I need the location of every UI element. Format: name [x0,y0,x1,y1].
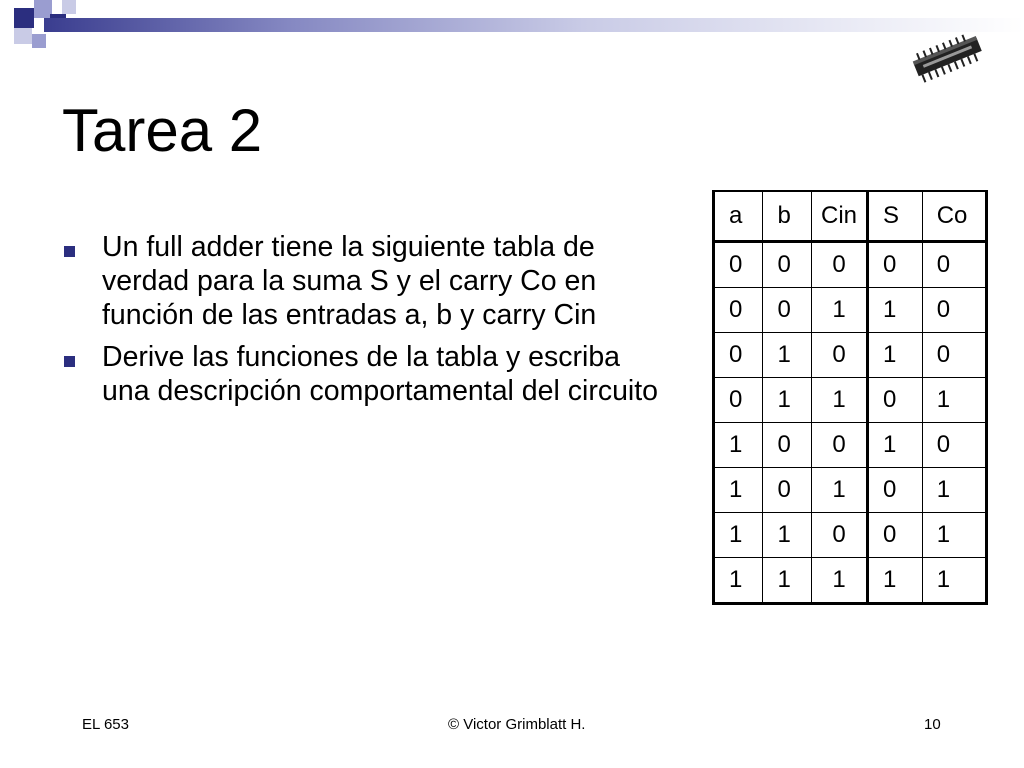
bullet-list [62,230,662,416]
cell-s: 0 [868,513,923,558]
bullet-item [62,340,662,408]
bullet-item [62,230,662,332]
truth-table-header-row [714,191,987,242]
cell-b: 1 [763,558,811,604]
cell-s: 0 [868,242,923,288]
chip-icon [908,28,988,88]
cell-b: 1 [763,333,811,378]
cell-b: 0 [763,242,811,288]
header-gradient-bar [44,18,1024,32]
cell-co: 0 [922,242,986,288]
table-row [714,242,987,288]
cell-a: 1 [714,423,763,468]
cell-a: 1 [714,468,763,513]
table-row [714,288,987,333]
table-row [714,333,987,378]
cell-s: 1 [868,423,923,468]
cell-a: 1 [714,513,763,558]
cell-b: 0 [763,423,811,468]
cell-cin: 1 [811,468,867,513]
table-row [714,468,987,513]
footer-course-code: EL 653 [82,716,129,733]
cell-cin: 0 [811,333,867,378]
cell-s: 1 [868,333,923,378]
cell-b: 0 [763,288,811,333]
header-cin: Cin [811,191,867,242]
cell-b: 1 [763,513,811,558]
cell-co: 1 [922,558,986,604]
cell-a: 0 [714,333,763,378]
cell-s: 0 [868,468,923,513]
cell-a: 0 [714,288,763,333]
cell-cin: 0 [811,513,867,558]
cell-b: 0 [763,468,811,513]
cell-s: 1 [868,288,923,333]
header-b: b [763,191,811,242]
cell-a: 1 [714,558,763,604]
cell-cin: 0 [811,423,867,468]
cell-cin: 0 [811,242,867,288]
header-s: S [868,191,923,242]
footer-page-number: 10 [924,716,941,733]
table-row [714,378,987,423]
cell-co: 0 [922,288,986,333]
header-square-light-2 [14,28,32,44]
table-row [714,423,987,468]
table-row [714,558,987,604]
cell-co: 0 [922,333,986,378]
header-co: Co [922,191,986,242]
bullet-text: Un full adder tiene la siguiente tabla de verdad para la suma S y el carry Co en función de las entradas a, b y carry Cin [102,231,597,331]
cell-co: 1 [922,513,986,558]
cell-b: 1 [763,378,811,423]
slide-title: Tarea 2 [62,97,263,164]
cell-s: 0 [868,378,923,423]
square-bullet-icon [64,356,75,367]
cell-a: 0 [714,242,763,288]
header-square-light-4 [62,0,76,14]
bullet-text: Derive las funciones de la tabla y escriba una descripción comportamental del circuito [102,341,659,407]
header-square-light-3 [32,34,46,48]
cell-a: 0 [714,378,763,423]
header-a: a [714,191,763,242]
cell-co: 1 [922,468,986,513]
cell-s: 1 [868,558,923,604]
footer-copyright: © Victor Grimblatt H. [448,716,586,733]
cell-co: 0 [922,423,986,468]
cell-co: 1 [922,378,986,423]
header-square-dark-1 [14,8,34,28]
cell-cin: 1 [811,558,867,604]
table-row [714,513,987,558]
cell-cin: 1 [811,288,867,333]
truth-table [712,190,988,605]
square-bullet-icon [64,246,75,257]
cell-cin: 1 [811,378,867,423]
